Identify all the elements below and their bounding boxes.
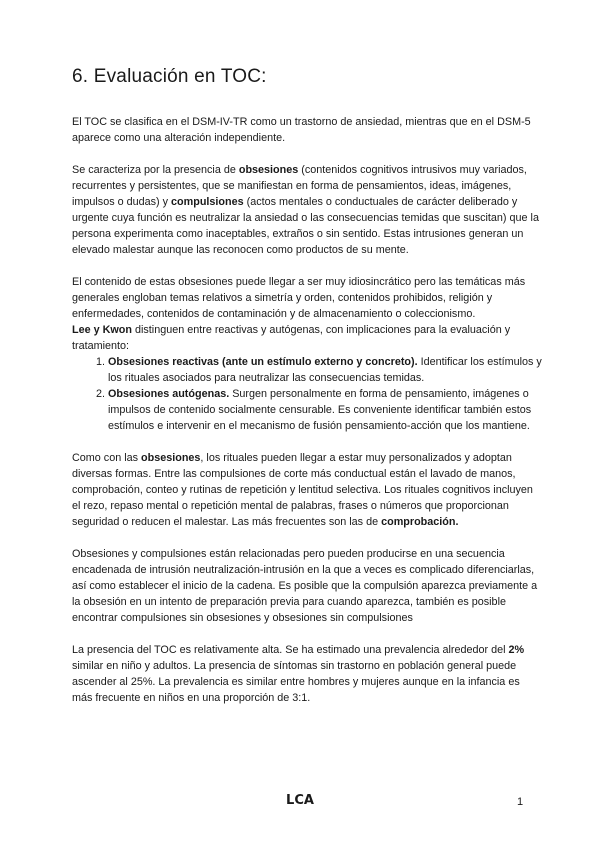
paragraph-relationship: Obsesiones y compulsiones están relacionadas pero pueden producirse en una secuencia encadenada de intrusión neutralización-intrusión en la que a veces es complicado diferenciarlas, así como establecer el inicio de la cadena. Es posible que la compulsión aparezca previamente a la obsesión en un intento de preparación previa para cuando aparezca, también es posible encontrar compulsiones sin obsesiones y obsesiones sin compulsiones <box>72 548 538 624</box>
paragraph-definition: Se caracteriza por la presencia de obsesiones (contenidos cognitivos intrusivos muy variados, recurrentes y persistentes, que se manifiestan en forma de pensamientos, ideas, imágenes, impulsos o dudas) y compulsiones (actos mentales o conductuales de carácter deliberado y urgente cuya función es neutralizar la ansiedad o las consecuencias temidas que suscitan) que la persona experimenta como inaceptables, extraños o sin sentido. Estas intrusiones generan un elevado malestar aunque las reconocen como productos de su mente. <box>72 164 539 256</box>
author-lee-kwon: Lee y Kwon <box>72 324 132 336</box>
paragraph-classification: El TOC se clasifica en el DSM-IV-TR como un trastorno de ansiedad, mientras que en el DSM-5 aparece como una alteración independiente. <box>72 116 531 144</box>
term-comprobacion: comprobación. <box>381 516 459 528</box>
list-item: 1. Obsesiones reactivas (ante un estímulo externo y concreto). Identificar los estímulos y los rituales asociados para neutralizar las consecuencias temidas. <box>108 354 542 386</box>
list-item: 2. Obsesiones autógenas. Surgen personalmente en forma de pensamiento, imágenes o impulsos de contenido socialmente censurable. Es conveniente identificar también estos estímulos e intervenir en el mecanismo de fusión pensamiento-acción que los mantiene. <box>108 386 542 434</box>
prevalence-value: 2% <box>508 644 525 656</box>
paragraph-content: El contenido de estas obsesiones puede llegar a ser muy idiosincrático pero las temáticas más generales engloban temas relativos a simetría y orden, contenidos prohibidos, religión y enfermedades, contenidos de contaminación y de almacenamiento o coleccionismo. Lee y Kwon distinguen entre reactivas y autógenas, con implicaciones para la evaluación y tratamiento: <box>72 276 526 352</box>
section-title: 6. Evaluación en TOC: <box>72 66 267 87</box>
term-compulsiones: compulsiones <box>171 196 244 208</box>
term-obsesiones: obsesiones <box>141 452 201 464</box>
obsession-types-list <box>72 354 542 434</box>
footer-initials: LCA <box>286 793 314 808</box>
page-number: 1 <box>517 796 524 808</box>
term-obsesiones: obsesiones <box>238 164 299 176</box>
body-text <box>72 114 542 722</box>
paragraph-prevalence: La presencia del TOC es relativamente alta. Se ha estimado una prevalencia alrededor del 2% similar en niño y adultos. La presencia de síntomas sin trastorno en población general puede ascender al 25%. La prevalencia es similar entre hombres y mujeres aunque en la infancia es más frecuente en niños en una proporción de 3:1. <box>72 644 525 704</box>
paragraph-rituals: Como con las obsesiones, los rituales pueden llegar a estar muy personalizados y adoptan diversas formas. Entre las compulsiones de corte más conductual están el lavado de manos, comprobación, conteo y rutinas de repetición y lentitud selectiva. Los rituales cognitivos incluyen el rezo, repaso mental o repetición mental de palabras, frases o números que proporcionan seguridad o reducen el malestar. Las más frecuentes son las de comprobación. <box>72 452 533 528</box>
